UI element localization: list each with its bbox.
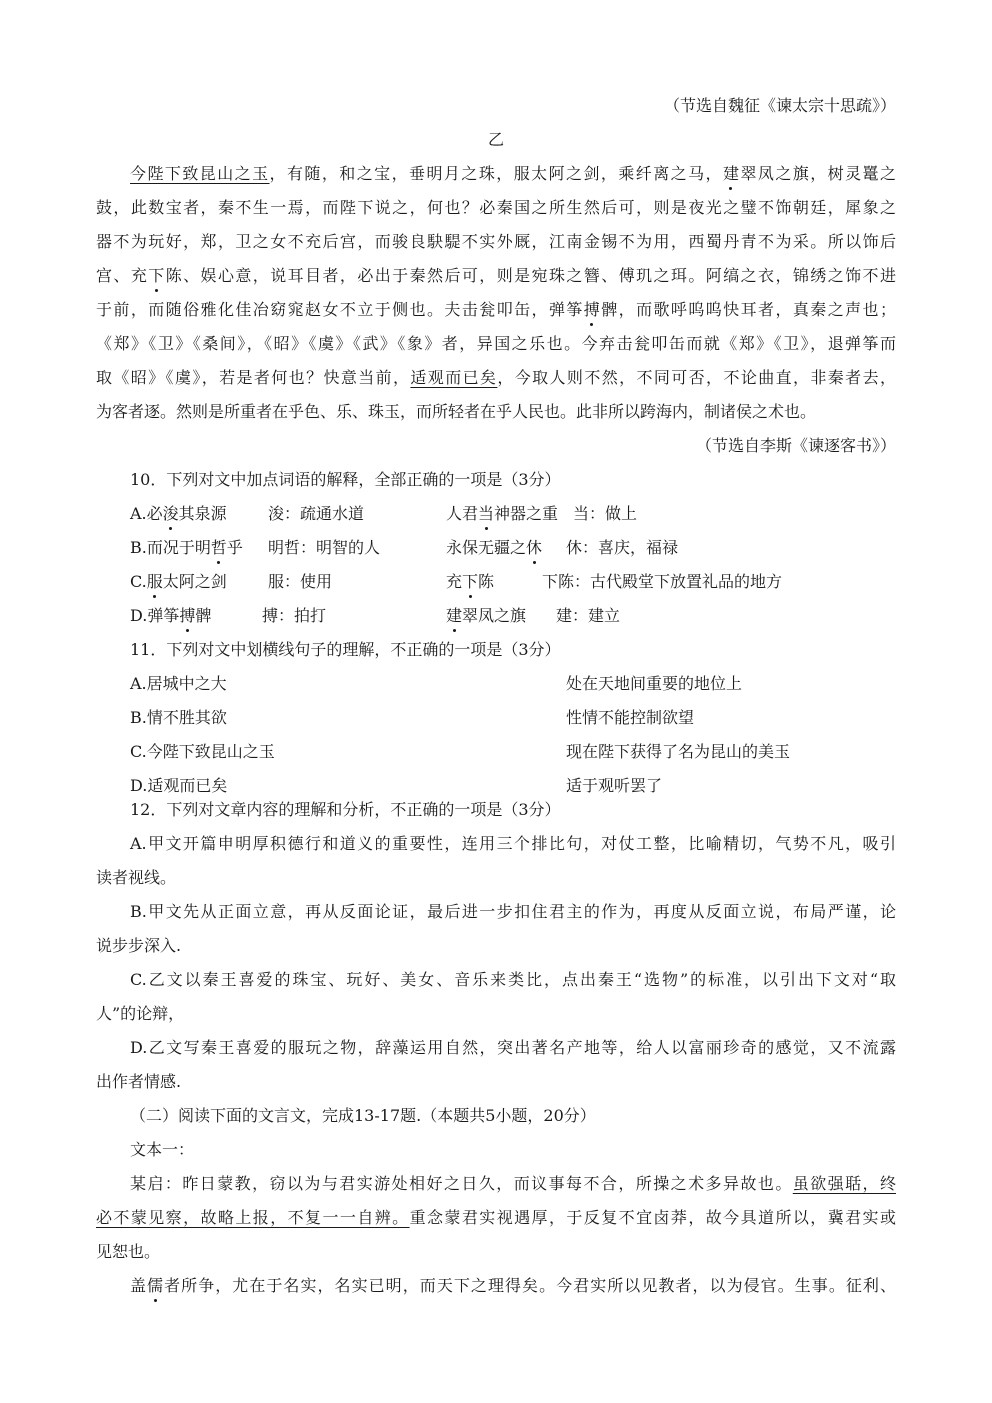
text-segment: 建 [446, 606, 463, 625]
dotted-word: 下 [148, 266, 165, 285]
q10-option-b-gloss1: 明哲：明智的人 [268, 538, 381, 557]
q10-option-d-gloss1: 搏：拍打 [262, 606, 327, 625]
q12-option-c-line-1: C.乙文以秦王喜爱的珠宝、玩好、美女、音乐来类比，点出秦王“选物”的标准，以引出下文对“取 [130, 970, 896, 989]
passage-yi-line-4 [96, 265, 896, 287]
text-segment: D.弹筝 [130, 606, 180, 625]
q10-option-b-phrase2 [446, 537, 542, 559]
q11-option-c-sentence: C.今陛下致昆山之玉 [130, 742, 275, 761]
underlined-sentence: 适观而已矣 [410, 368, 498, 387]
passage-yi-line-8: 为客者逐。然则是所重者在乎色、乐、珠玉，而所轻者在乎人民也。此非所以跨海内，制诸侯之术也。 [96, 402, 817, 421]
source-citation-yi: （节选自李斯《谏逐客书》） [695, 436, 896, 455]
dotted-word: 建 [722, 164, 739, 183]
text-segment: 者所争，尤在于名实，名实已明，而天下之理得矣。今君实所以见教者，以为侵官。生事。征利、 [163, 1276, 896, 1295]
passage-yi-line-7 [96, 367, 896, 389]
passage-yi-line-2: 鼓，此数宝者，秦不生一焉，而陛下说之，何也？必秦国之所生然后可，则是夜光之璧不饰朝廷，犀象之 [96, 198, 896, 217]
q10-option-d-gloss2: 建：建立 [556, 606, 621, 625]
text-segment: 髀，而歌呼呜呜快耳者，真秦之声也； [599, 300, 896, 319]
q10-option-b-gloss2: 休：喜庆，福禄 [566, 538, 679, 557]
passage-yi-line-1 [130, 163, 896, 185]
source-citation-jia: （节选自魏征《谏太宗十思疏》） [663, 96, 896, 115]
q11-option-b-sentence: B.情不胜其欲 [130, 708, 227, 727]
text-segment: 宫、充 [96, 266, 149, 285]
text-segment: A.必 [130, 504, 163, 523]
q11-option-a-meaning: 处在天地间重要的地位上 [566, 674, 743, 693]
q11-option-b-meaning: 性情不能控制欲望 [566, 708, 695, 727]
text-segment: 乎 [226, 538, 243, 557]
text-segment: 哲 [210, 538, 227, 557]
question-10-stem: 10．下列对文中加点词语的解释，全部正确的一项是（3分） [130, 470, 561, 489]
text-segment: 翠凤之旗 [462, 606, 527, 625]
underlined-sentence: 必不蒙见察，故略上报，不复一一自辨。 [96, 1208, 410, 1227]
q10-option-a-gloss1: 浚：疏通水道 [268, 504, 365, 523]
q10-option-a-phrase2 [446, 503, 558, 525]
text-segment: 取《昭》《虞》，若是者何也？快意当前， [96, 368, 411, 387]
text-segment: 充 [446, 572, 463, 591]
question-11-stem: 11．下列对文中划横线句子的理解，不正确的一项是（3分） [130, 640, 561, 659]
text-1-line-2 [96, 1207, 896, 1229]
q11-option-c-meaning: 现在陛下获得了名为昆山的美玉 [566, 742, 791, 761]
text-1-label: 文本一： [130, 1140, 195, 1159]
text-segment: 盖 [130, 1276, 148, 1295]
text-segment: 某启：昨日蒙教，窃以为与君实游处相好之日久，而议事每不合，所操之术多异故也。 [130, 1174, 793, 1193]
q12-option-d-line-1: D.乙文写秦王喜爱的服玩之物，辞藻运用自然，突出著名产地等，给人以富丽珍奇的感觉，又不流露 [130, 1038, 896, 1057]
dotted-word: 儒 [147, 1276, 164, 1295]
text-segment: 陈、娱心意，说耳目者，必出于秦然后可，则是宛珠之簪、傅玑之珥。阿缟之衣，锦绣之饰不进 [164, 266, 896, 285]
text-segment: 于前，而随俗雅化佳冶窈窕赵女不立于侧也。夫击瓮叩缶，弹筝 [96, 300, 584, 319]
q11-option-d-meaning: 适于观听罢了 [566, 776, 663, 795]
q12-option-d-line-2: 出作者情感. [96, 1072, 182, 1091]
text-1-line-4 [130, 1275, 896, 1297]
q11-option-a-sentence: A.居城中之大 [130, 674, 227, 693]
q12-option-a-line-1: A.甲文开篇申明厚积德行和道义的重要性，连用三个排比句，对仗工整，比喻精切，气势不凡，吸引 [130, 834, 896, 853]
text-1-line-3: 见恕也。 [96, 1242, 161, 1261]
text-segment: 翠凤之旗，树灵鼍之 [739, 164, 896, 183]
passage-yi-line-3: 器不为玩好，郑，卫之女不充后宫，而骏良駃騠不实外厩，江南金锡不为用，西蜀丹青不为采。所以饰后 [96, 232, 896, 251]
text-segment: 服 [146, 572, 163, 591]
q10-option-c-phrase2 [446, 571, 494, 593]
q12-option-b-line-1: B.甲文先从正面立意，再从反面论证，最后进一步扣住君主的作为，再度从反面立说，布局严谨，论 [130, 902, 896, 921]
text-segment: 髀 [195, 606, 212, 625]
text-segment: ，有随，和之宝，垂明月之珠，服太阿之剑，乘纤离之马， [269, 164, 723, 183]
text-segment: 永保无疆之 [446, 538, 527, 557]
text-segment: 人君 [446, 504, 479, 523]
text-segment: 其泉源 [178, 504, 227, 523]
text-1-line-1 [130, 1173, 896, 1195]
text-segment: 太阿之剑 [162, 572, 227, 591]
q10-option-d-phrase1 [130, 605, 211, 627]
q10-option-c-gloss2: 下陈：古代殿堂下放置礼品的地方 [542, 572, 783, 591]
q12-option-a-line-2: 读者视线。 [96, 868, 177, 887]
underlined-sentence: 虽欲强聒，终 [792, 1174, 896, 1193]
passage-yi-line-5 [96, 299, 896, 321]
question-12-stem: 12．下列对文章内容的理解和分析，不正确的一项是（3分） [130, 800, 561, 819]
text-segment: B.而况于明 [130, 538, 211, 557]
text-segment: 陈 [478, 572, 495, 591]
text-segment: 搏 [179, 606, 196, 625]
text-segment: 重念蒙君实视遇厚，于反复不宜卤莽，故今具道所以，冀君实或 [409, 1208, 896, 1227]
q10-option-b-phrase1 [130, 537, 243, 559]
q10-option-c-phrase1 [130, 571, 227, 593]
text-segment: C. [130, 572, 147, 591]
q10-option-a-gloss2: 当：做上 [573, 504, 638, 523]
text-segment: ，今取人则不然，不同可否，不论曲直，非秦者去， [497, 368, 896, 387]
underlined-sentence: 今陛下致昆山之玉 [130, 164, 270, 183]
dotted-word: 搏 [583, 300, 600, 319]
q11-option-d-sentence: D.适观而已矣 [130, 776, 228, 795]
text-segment: 当 [478, 504, 495, 523]
text-segment: 浚 [162, 504, 179, 523]
text-segment: 休 [526, 538, 543, 557]
q12-option-c-line-2: 人”的论辩， [96, 1004, 185, 1023]
q10-option-a-phrase1 [130, 503, 227, 525]
heading-yi: 乙 [487, 130, 504, 149]
section-2-heading: （二）阅读下面的文言文，完成13-17题.（本题共5小题，20分） [130, 1106, 596, 1125]
q10-option-d-phrase2 [446, 605, 526, 627]
text-segment: 下 [462, 572, 479, 591]
passage-yi-line-6: 《郑》《卫》《桑间》，《昭》《虞》《武》《象》者，异国之乐也。今弃击瓮叩缶而就《郑》《卫》，退弹筝而 [96, 334, 896, 353]
q10-option-c-gloss1: 服：使用 [268, 572, 333, 591]
text-segment: 神器之重 [494, 504, 559, 523]
q12-option-b-line-2: 说步步深入. [96, 936, 182, 955]
